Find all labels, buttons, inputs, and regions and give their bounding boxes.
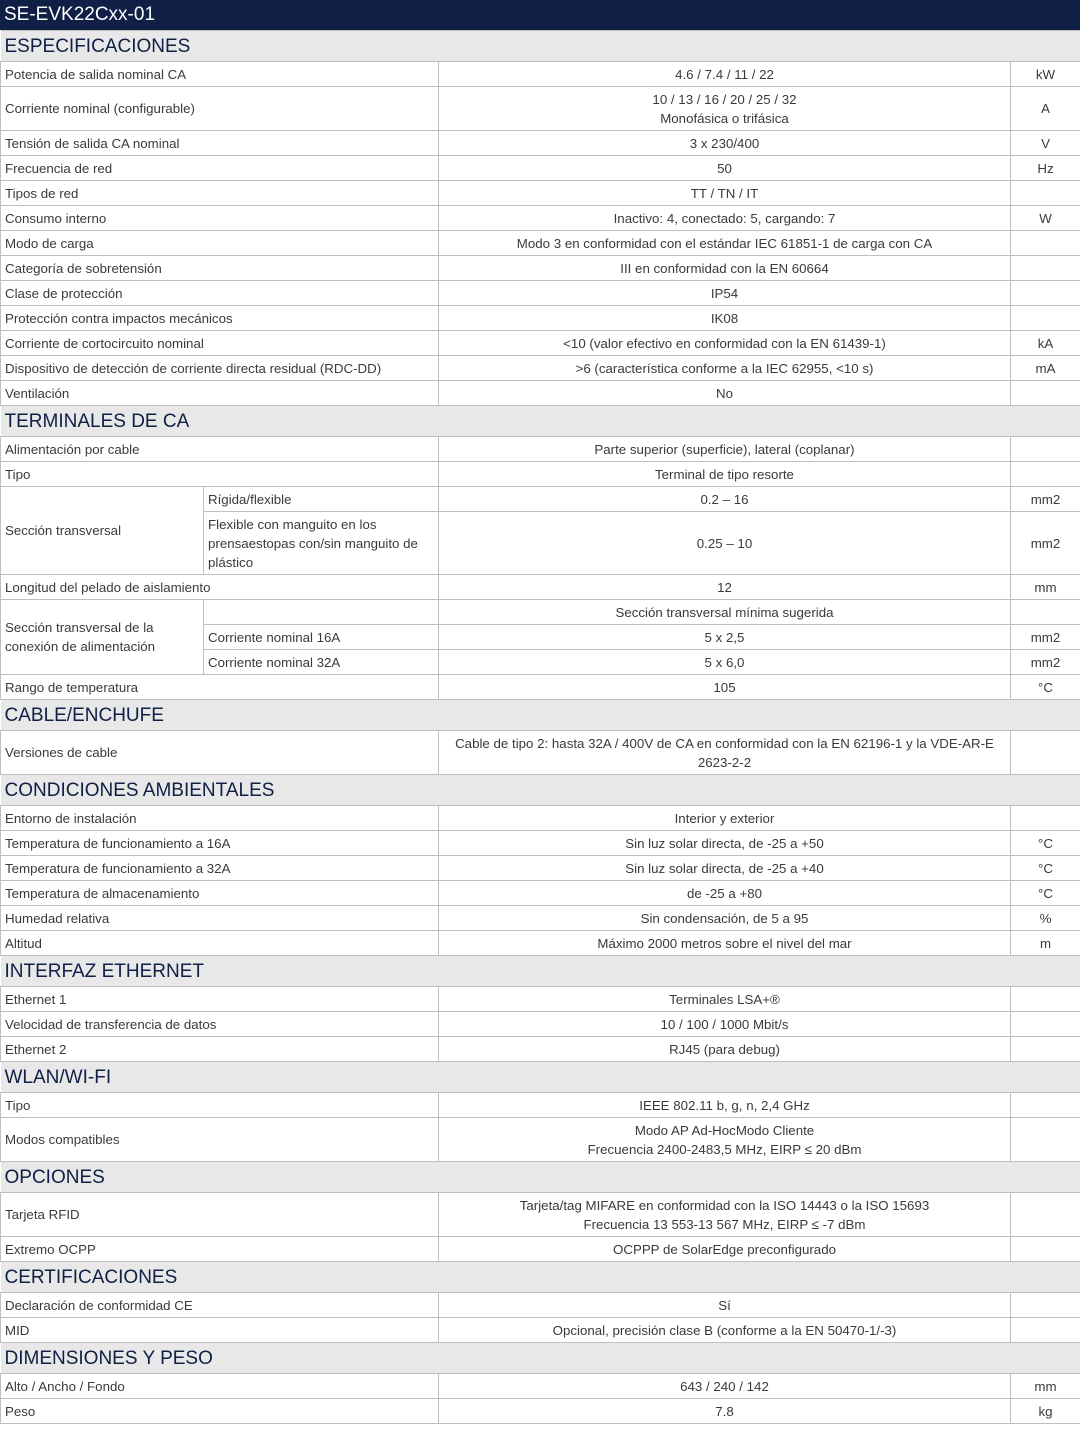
row-value: 0.25 – 10 bbox=[439, 512, 1011, 575]
row-value: Terminales LSA+® bbox=[439, 987, 1011, 1012]
section-header bbox=[1, 31, 1080, 62]
row-unit bbox=[1011, 462, 1080, 487]
row-value: 4.6 / 7.4 / 11 / 22 bbox=[439, 62, 1011, 87]
table-row bbox=[1, 181, 1080, 206]
row-unit: mm2 bbox=[1011, 487, 1080, 512]
row-value: IEEE 802.11 b, g, n, 2,4 GHz bbox=[439, 1093, 1011, 1118]
section-header bbox=[1, 775, 1080, 806]
row-sublabel: Flexible con manguito en los prensaestopas con/sin manguito de plástico bbox=[204, 512, 439, 575]
row-label: Modo de carga bbox=[1, 231, 439, 256]
row-label: Tipo bbox=[1, 462, 439, 487]
row-unit bbox=[1011, 1193, 1080, 1237]
table-row bbox=[1, 306, 1080, 331]
row-value: Sección transversal mínima sugerida bbox=[439, 600, 1011, 625]
row-value: 3 x 230/400 bbox=[439, 131, 1011, 156]
row-label: Tarjeta RFID bbox=[1, 1193, 439, 1237]
row-label: Entorno de instalación bbox=[1, 806, 439, 831]
row-value: Interior y exterior bbox=[439, 806, 1011, 831]
row-unit bbox=[1011, 256, 1080, 281]
table-row bbox=[1, 206, 1080, 231]
table-row bbox=[1, 62, 1080, 87]
row-value bbox=[439, 87, 1011, 131]
row-value: Sí bbox=[439, 1293, 1011, 1318]
table-row bbox=[1, 1193, 1080, 1237]
row-value: No bbox=[439, 381, 1011, 406]
section-title: TERMINALES DE CA bbox=[1, 406, 1080, 437]
table-row bbox=[1, 87, 1080, 131]
row-unit bbox=[1011, 731, 1080, 775]
row-label: Ventilación bbox=[1, 381, 439, 406]
row-unit: % bbox=[1011, 906, 1080, 931]
section-header bbox=[1, 406, 1080, 437]
table-row bbox=[1, 356, 1080, 381]
row-label: Sección transversal bbox=[1, 487, 204, 575]
row-sublabel: Corriente nominal 32A bbox=[204, 650, 439, 675]
row-unit: mm bbox=[1011, 575, 1080, 600]
section-title: DIMENSIONES Y PESO bbox=[1, 1343, 1080, 1374]
table-row bbox=[1, 156, 1080, 181]
row-unit bbox=[1011, 1037, 1080, 1062]
row-unit: mm2 bbox=[1011, 650, 1080, 675]
table-row bbox=[1, 1374, 1080, 1399]
section-header bbox=[1, 1062, 1080, 1093]
row-unit: kA bbox=[1011, 331, 1080, 356]
table-row bbox=[1, 1118, 1080, 1162]
row-value: 50 bbox=[439, 156, 1011, 181]
table-row bbox=[1, 831, 1080, 856]
table-row bbox=[1, 1037, 1080, 1062]
row-sublabel: Corriente nominal 16A bbox=[204, 625, 439, 650]
table-row bbox=[1, 575, 1080, 600]
row-label: Frecuencia de red bbox=[1, 156, 439, 181]
row-unit: mm bbox=[1011, 1374, 1080, 1399]
row-sublabel bbox=[204, 600, 439, 625]
row-value: 5 x 2,5 bbox=[439, 625, 1011, 650]
table-row bbox=[1, 1318, 1080, 1343]
row-unit: °C bbox=[1011, 856, 1080, 881]
row-unit: W bbox=[1011, 206, 1080, 231]
row-label: Sección transversal de la conexión de alimentación bbox=[1, 600, 204, 675]
row-unit: mA bbox=[1011, 356, 1080, 381]
row-unit: mm2 bbox=[1011, 512, 1080, 575]
row-label: Corriente nominal (configurable) bbox=[1, 87, 439, 131]
table-row bbox=[1, 381, 1080, 406]
table-row bbox=[1, 1237, 1080, 1262]
row-label: Versiones de cable bbox=[1, 731, 439, 775]
row-value: Opcional, precisión clase B (conforme a la EN 50470-1/-3) bbox=[439, 1318, 1011, 1343]
table-row bbox=[1, 806, 1080, 831]
row-unit bbox=[1011, 1237, 1080, 1262]
row-value: Parte superior (superficie), lateral (coplanar) bbox=[439, 437, 1011, 462]
row-value: de -25 a +80 bbox=[439, 881, 1011, 906]
table-row bbox=[1, 600, 1080, 625]
row-value-line: Tarjeta/tag MIFARE en conformidad con la ISO 14443 o la ISO 15693 bbox=[519, 1197, 930, 1213]
table-row bbox=[1, 131, 1080, 156]
table-row bbox=[1, 256, 1080, 281]
row-label: Temperatura de almacenamiento bbox=[1, 881, 439, 906]
row-value-line: Frecuencia 2400-2483,5 MHz, EIRP ≤ 20 dBm bbox=[587, 1141, 862, 1157]
row-label: Peso bbox=[1, 1399, 439, 1424]
row-unit: A bbox=[1011, 87, 1080, 131]
row-value: 105 bbox=[439, 675, 1011, 700]
row-unit bbox=[1011, 181, 1080, 206]
row-label: Declaración de conformidad CE bbox=[1, 1293, 439, 1318]
row-unit: kg bbox=[1011, 1399, 1080, 1424]
row-label: Clase de protección bbox=[1, 281, 439, 306]
section-header bbox=[1, 956, 1080, 987]
row-label: Protección contra impactos mecánicos bbox=[1, 306, 439, 331]
row-unit: °C bbox=[1011, 831, 1080, 856]
row-value: >6 (característica conforme a la IEC 62955, <10 s) bbox=[439, 356, 1011, 381]
row-label: Extremo OCPP bbox=[1, 1237, 439, 1262]
row-unit bbox=[1011, 1118, 1080, 1162]
row-value-line: 10 / 13 / 16 / 20 / 25 / 32 bbox=[652, 91, 797, 107]
row-label: Temperatura de funcionamiento a 16A bbox=[1, 831, 439, 856]
row-unit bbox=[1011, 1318, 1080, 1343]
row-value: RJ45 (para debug) bbox=[439, 1037, 1011, 1062]
row-label: Ethernet 1 bbox=[1, 987, 439, 1012]
row-unit: V bbox=[1011, 131, 1080, 156]
row-label: Alimentación por cable bbox=[1, 437, 439, 462]
row-value: 5 x 6,0 bbox=[439, 650, 1011, 675]
table-row bbox=[1, 731, 1080, 775]
table-row bbox=[1, 906, 1080, 931]
row-unit: °C bbox=[1011, 675, 1080, 700]
row-label: Velocidad de transferencia de datos bbox=[1, 1012, 439, 1037]
row-value bbox=[439, 1193, 1011, 1237]
row-label: Rango de temperatura bbox=[1, 675, 439, 700]
row-label: Dispositivo de detección de corriente directa residual (RDC-DD) bbox=[1, 356, 439, 381]
row-value: Máximo 2000 metros sobre el nivel del mar bbox=[439, 931, 1011, 956]
table-row bbox=[1, 881, 1080, 906]
section-title: WLAN/WI-FI bbox=[1, 1062, 1080, 1093]
row-label: Ethernet 2 bbox=[1, 1037, 439, 1062]
table-row bbox=[1, 987, 1080, 1012]
table-row bbox=[1, 1399, 1080, 1424]
row-unit bbox=[1011, 987, 1080, 1012]
section-title: ESPECIFICACIONES bbox=[1, 31, 1080, 62]
table-row bbox=[1, 1293, 1080, 1318]
row-value: IP54 bbox=[439, 281, 1011, 306]
table-row bbox=[1, 931, 1080, 956]
row-value: OCPPP de SolarEdge preconfigurado bbox=[439, 1237, 1011, 1262]
table-row bbox=[1, 487, 1080, 512]
row-unit bbox=[1011, 306, 1080, 331]
row-label: Consumo interno bbox=[1, 206, 439, 231]
row-value: Inactivo: 4, conectado: 5, cargando: 7 bbox=[439, 206, 1011, 231]
row-unit bbox=[1011, 1012, 1080, 1037]
row-value: IK08 bbox=[439, 306, 1011, 331]
row-unit bbox=[1011, 231, 1080, 256]
section-title: INTERFAZ ETHERNET bbox=[1, 956, 1080, 987]
row-unit: °C bbox=[1011, 881, 1080, 906]
row-value: III en conformidad con la EN 60664 bbox=[439, 256, 1011, 281]
row-value: <10 (valor efectivo en conformidad con la EN 61439-1) bbox=[439, 331, 1011, 356]
row-label: Potencia de salida nominal CA bbox=[1, 62, 439, 87]
table-row bbox=[1, 437, 1080, 462]
row-unit: kW bbox=[1011, 62, 1080, 87]
row-value: 643 / 240 / 142 bbox=[439, 1374, 1011, 1399]
table-row bbox=[1, 1093, 1080, 1118]
row-value bbox=[439, 1118, 1011, 1162]
row-unit bbox=[1011, 281, 1080, 306]
row-unit bbox=[1011, 381, 1080, 406]
row-unit: Hz bbox=[1011, 156, 1080, 181]
row-value: 0.2 – 16 bbox=[439, 487, 1011, 512]
row-label: Longitud del pelado de aislamiento bbox=[1, 575, 439, 600]
row-value: Sin condensación, de 5 a 95 bbox=[439, 906, 1011, 931]
table-row bbox=[1, 856, 1080, 881]
table-row bbox=[1, 331, 1080, 356]
row-value: Sin luz solar directa, de -25 a +50 bbox=[439, 831, 1011, 856]
section-title: CABLE/ENCHUFE bbox=[1, 700, 1080, 731]
row-unit bbox=[1011, 600, 1080, 625]
row-label: Altitud bbox=[1, 931, 439, 956]
row-label: Categoría de sobretensión bbox=[1, 256, 439, 281]
row-value: 10 / 100 / 1000 Mbit/s bbox=[439, 1012, 1011, 1037]
row-value: Terminal de tipo resorte bbox=[439, 462, 1011, 487]
section-title: OPCIONES bbox=[1, 1162, 1080, 1193]
row-label: Temperatura de funcionamiento a 32A bbox=[1, 856, 439, 881]
table-row bbox=[1, 1012, 1080, 1037]
row-label: Tipos de red bbox=[1, 181, 439, 206]
row-unit bbox=[1011, 806, 1080, 831]
section-header bbox=[1, 1343, 1080, 1374]
row-label: Tipo bbox=[1, 1093, 439, 1118]
row-unit: m bbox=[1011, 931, 1080, 956]
row-unit bbox=[1011, 1093, 1080, 1118]
row-value-line: Monofásica o trifásica bbox=[660, 110, 789, 126]
table-row bbox=[1, 231, 1080, 256]
row-sublabel: Rígida/flexible bbox=[204, 487, 439, 512]
table-row bbox=[1, 462, 1080, 487]
section-header bbox=[1, 1262, 1080, 1293]
section-title: CERTIFICACIONES bbox=[1, 1262, 1080, 1293]
row-label: Humedad relativa bbox=[1, 906, 439, 931]
row-value: 12 bbox=[439, 575, 1011, 600]
row-label: Tensión de salida CA nominal bbox=[1, 131, 439, 156]
row-value-line: Modo AP Ad-HocModo Cliente bbox=[634, 1122, 815, 1138]
row-value: Modo 3 en conformidad con el estándar IEC 61851-1 de carga con CA bbox=[439, 231, 1011, 256]
row-label: Alto / Ancho / Fondo bbox=[1, 1374, 439, 1399]
row-label: Corriente de cortocircuito nominal bbox=[1, 331, 439, 356]
row-value: Sin luz solar directa, de -25 a +40 bbox=[439, 856, 1011, 881]
row-value-line: Frecuencia 13 553-13 567 MHz, EIRP ≤ -7 dBm bbox=[583, 1216, 866, 1232]
section-header bbox=[1, 1162, 1080, 1193]
row-label: MID bbox=[1, 1318, 439, 1343]
row-value: 7.8 bbox=[439, 1399, 1011, 1424]
row-unit: mm2 bbox=[1011, 625, 1080, 650]
section-title: CONDICIONES AMBIENTALES bbox=[1, 775, 1080, 806]
row-unit bbox=[1011, 1293, 1080, 1318]
row-value: Cable de tipo 2: hasta 32A / 400V de CA en conformidad con la EN 62196-1 y la VDE-AR-E 2623-2-2 bbox=[439, 731, 1011, 775]
row-label: Modos compatibles bbox=[1, 1118, 439, 1162]
document-title: SE-EVK22Cxx-01 bbox=[0, 0, 1080, 30]
row-unit bbox=[1011, 437, 1080, 462]
table-row bbox=[1, 281, 1080, 306]
row-value: TT / TN / IT bbox=[439, 181, 1011, 206]
spec-table bbox=[0, 30, 1080, 1424]
section-header bbox=[1, 700, 1080, 731]
table-row bbox=[1, 675, 1080, 700]
